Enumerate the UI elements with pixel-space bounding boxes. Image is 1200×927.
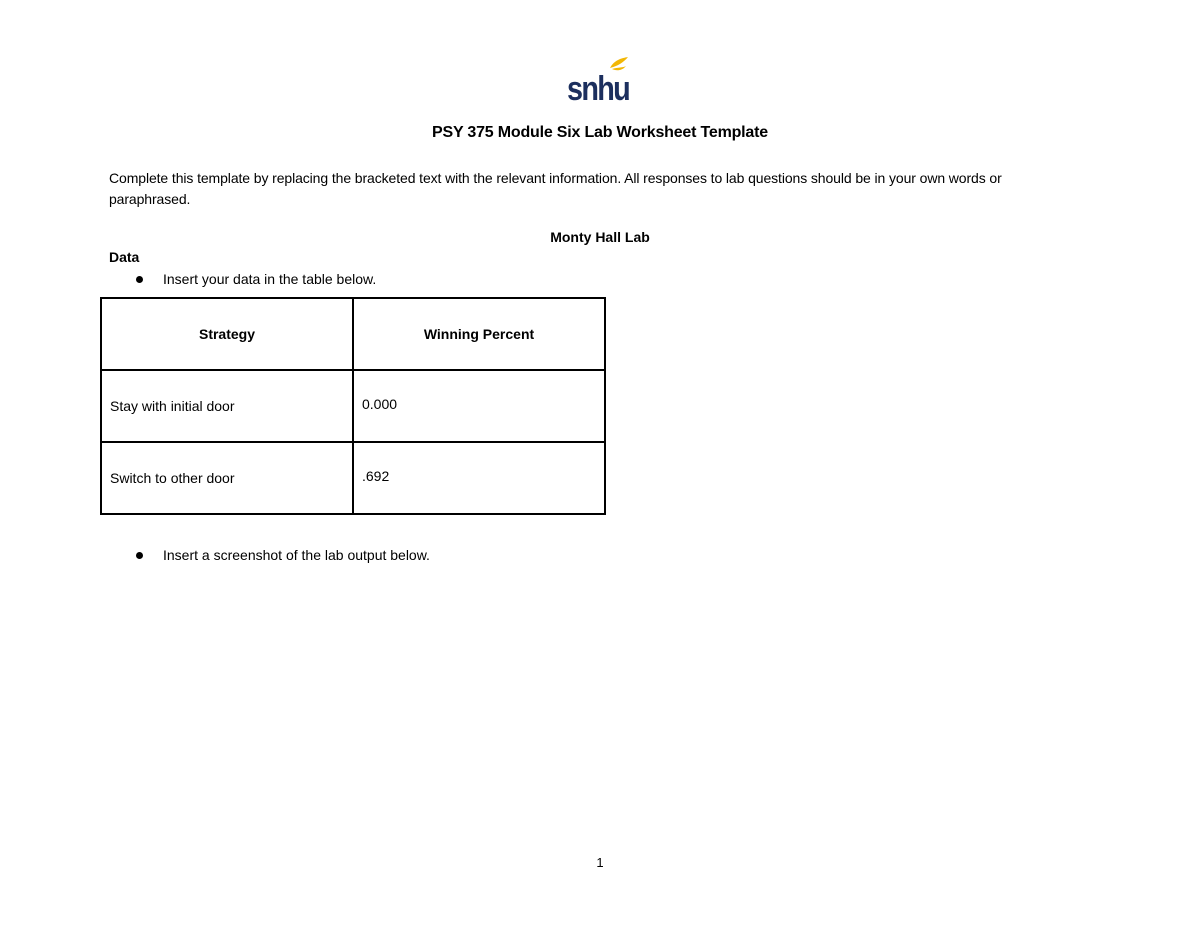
svg-text:snhu: snhu <box>567 70 630 108</box>
data-table <box>100 297 606 515</box>
table-header-strategy: Strategy <box>101 298 353 370</box>
bullet-icon <box>136 276 143 283</box>
lab-heading-text: Monty Hall Lab <box>550 229 650 245</box>
table-cell-value-text: .692 <box>362 468 390 484</box>
table-cell-value[interactable] <box>353 370 605 442</box>
table-row <box>101 370 605 442</box>
bullet-item <box>136 271 376 287</box>
bullet-text: Insert your data in the table below. <box>163 271 377 287</box>
page-number: 1 <box>596 855 604 870</box>
section-heading-data: Data <box>109 249 140 265</box>
table-header-winning-percent: Winning Percent <box>353 298 605 370</box>
table-cell-strategy[interactable]: Stay with initial door <box>101 370 353 442</box>
bullet-icon <box>136 552 143 559</box>
lab-heading <box>0 229 1200 245</box>
table-cell-value[interactable] <box>353 442 605 514</box>
document-title: PSY 375 Module Six Lab Worksheet Template <box>432 124 768 141</box>
table-row <box>101 442 605 514</box>
bullet-item <box>136 547 430 563</box>
snhu-logo <box>566 56 632 108</box>
table-header-row <box>101 298 605 370</box>
bullet-text: Insert a screenshot of the lab output below. <box>163 547 430 563</box>
table-cell-value-text: 0.000 <box>362 396 398 412</box>
intro-paragraph: Complete this template by replacing the bracketed text with the relevant information. All responses to lab questions should be in your own words or paraphrased. <box>109 170 1002 207</box>
table-cell-strategy[interactable]: Switch to other door <box>101 442 353 514</box>
